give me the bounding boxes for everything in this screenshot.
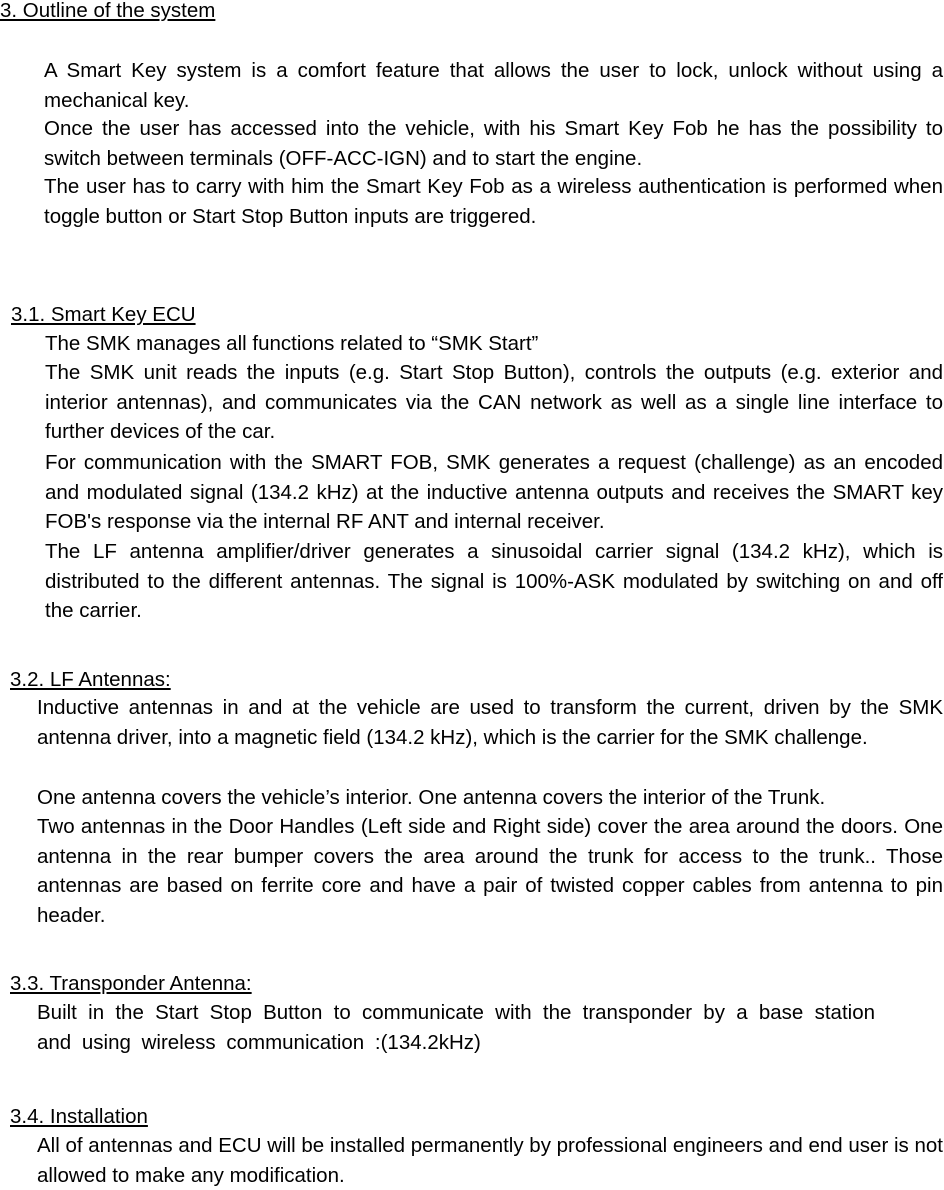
paragraph-interior-antennas: One antenna covers the vehicle’s interior. One antenna covers the interior of the Trunk. [37, 786, 826, 809]
paragraph-smk-functions: The SMK manages all functions related to “SMK Start” [45, 332, 539, 355]
paragraph-smart-key-intro: A Smart Key system is a comfort feature that allows the user to lock, unlock without using a mechanical key. [44, 59, 943, 112]
section-heading-outline: 3. Outline of the system [0, 0, 216, 22]
paragraph-transponder: Built in the Start Stop Button to communicate with the transponder by a base station and using wireless communication :(134.2kHz) [37, 1001, 875, 1054]
paragraph-door-handle-antennas: Two antennas in the Door Handles (Left side and Right side) cover the area around the doors. One antenna in the rear bumper covers the area around the trunk for access to the trunk.. Those antennas are based on ferrite core and have a pair of twisted copper cables from antenna to pin header. [37, 815, 943, 927]
section-heading-installation: 3.4. Installation [10, 1105, 148, 1128]
paragraph-terminal-switch: Once the user has accessed into the vehicle, with his Smart Key Fob he has the possibility to switch between terminals (OFF-ACC-IGN) and to start the engine. [44, 117, 943, 170]
section-heading-transponder-antenna: 3.3. Transponder Antenna: [10, 972, 252, 995]
paragraph-installation: All of antennas and ECU will be installed permanently by professional engineers and end user is not allowed to make any modification. [37, 1134, 943, 1187]
paragraph-inductive-antennas: Inductive antennas in and at the vehicle are used to transform the current, driven by the SMK antenna driver, into a magnetic field (134.2 kHz), which is the carrier for the SMK challenge. [37, 696, 943, 749]
paragraph-smk-fob-communication: For communication with the SMART FOB, SMK generates a request (challenge) as an encoded and modulated signal (134.2 kHz) at the inductive antenna outputs and receives the SMART key FOB's response via the internal RF ANT and internal receiver. [45, 451, 943, 533]
paragraph-smk-io: The SMK unit reads the inputs (e.g. Start Stop Button), controls the outputs (e.g. exterior and interior antennas), and communicates via the CAN network as well as a single line interface to further devices of the car. [45, 361, 943, 443]
section-heading-smart-key-ecu: 3.1. Smart Key ECU [11, 303, 196, 326]
paragraph-lf-driver: The LF antenna amplifier/driver generates a sinusoidal carrier signal (134.2 kHz), which is distributed to the different antennas. The signal is 100%-ASK modulated by switching on and off the carrier. [45, 540, 943, 622]
paragraph-wireless-auth: The user has to carry with him the Smart Key Fob as a wireless authentication is performed when toggle button or Start Stop Button inputs are triggered. [44, 175, 943, 228]
section-heading-lf-antennas: 3.2. LF Antennas: [10, 668, 171, 691]
